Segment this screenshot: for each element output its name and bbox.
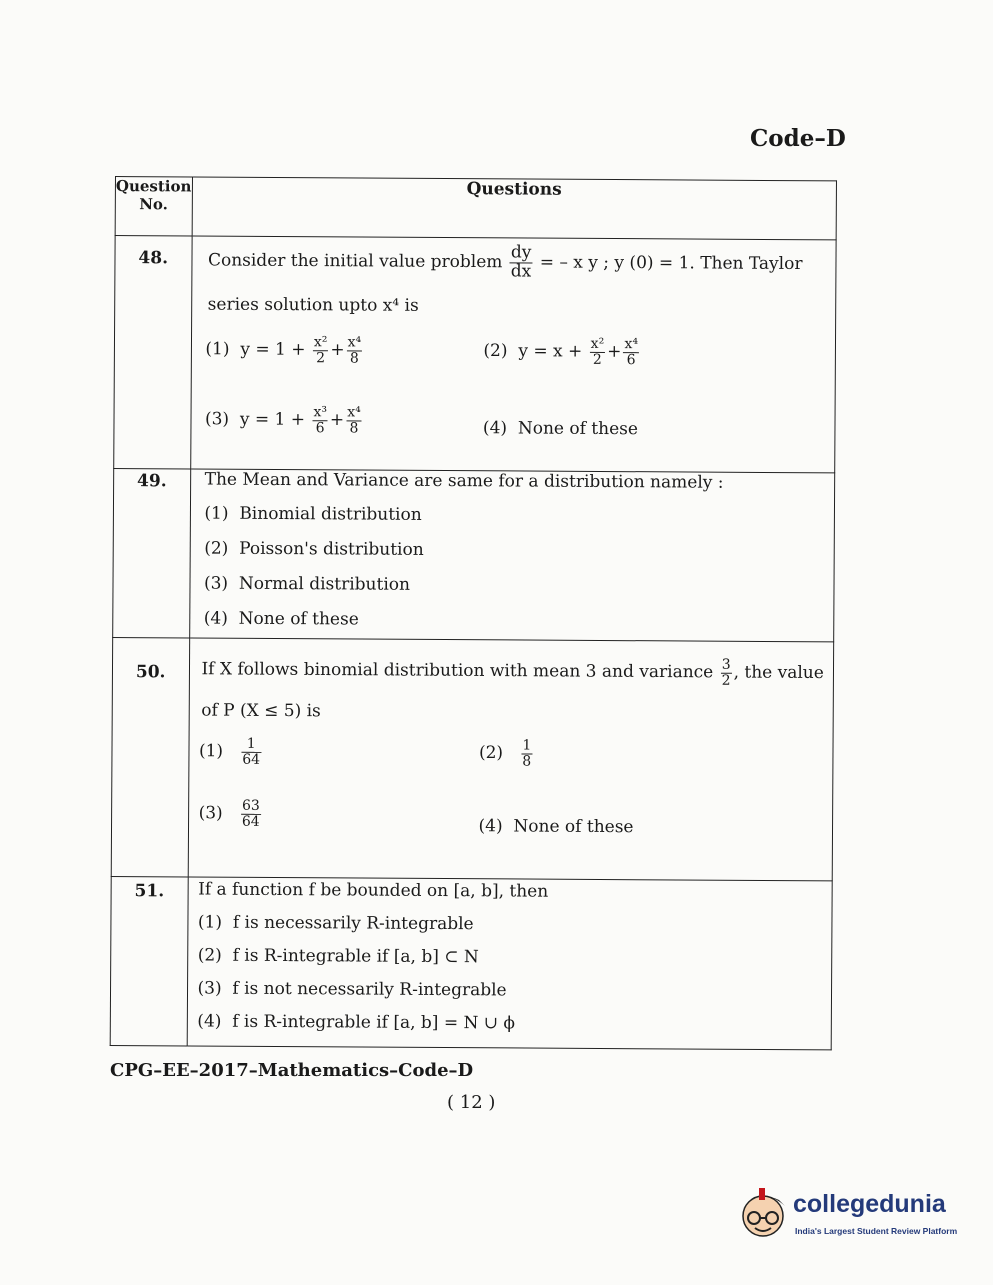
- q49-option-4: [204, 609, 359, 630]
- frac-num: x⁴: [347, 334, 362, 351]
- option-text: Binomial distribution: [239, 503, 422, 525]
- option-label: (4): [482, 418, 508, 439]
- option-label: (1): [198, 741, 224, 762]
- code-label: Code–D: [750, 125, 846, 152]
- frac-num: 1: [522, 737, 532, 754]
- question-number: 48.: [138, 248, 169, 269]
- q50-text-a: If X follows binomial distribution with mean 3 and variance: [201, 659, 714, 683]
- q50-text-c: of P (X ≤ 5) is: [201, 700, 321, 722]
- table-header-row: [115, 177, 836, 240]
- q48-option-1: (1) y = 1 + $\frac{\text{x²}}{2}$ + $\frac{\text{x⁴}}{8}$: [205, 334, 362, 367]
- option-lead: y = 1 +: [239, 409, 306, 430]
- option-label: (3): [198, 803, 223, 824]
- q51-text: If a function f be bounded on [a, b], then: [198, 879, 549, 902]
- frac-den: 6: [626, 351, 636, 368]
- option-label: (3): [203, 573, 229, 594]
- collegedunia-logo[interactable]: [735, 1178, 965, 1248]
- option-label: (1): [204, 503, 229, 524]
- question-body-49: [189, 469, 835, 642]
- frac-num: x⁴: [347, 404, 361, 421]
- q48-option-3: (3) y = 1 + $\frac{\text{x³}}{6}$ + $\frac{\text{x⁴}}{8}$: [204, 404, 361, 437]
- page-number: ( 12 ): [447, 1092, 496, 1113]
- option-text: None of these: [517, 418, 639, 440]
- q51-option-1: [198, 913, 474, 935]
- option-label: (4): [478, 816, 503, 837]
- header-questions: Questions: [192, 177, 837, 240]
- frac-num: 1: [241, 737, 261, 753]
- option-text: f is necessarily R-integrable: [232, 912, 474, 935]
- frac-num: x⁴: [624, 336, 639, 353]
- option-label: (2): [478, 742, 504, 764]
- q48-frac-num: dy: [510, 242, 532, 263]
- option-text: Normal distribution: [238, 573, 411, 595]
- option-text: f is R-integrable if [a, b] ⊂ N: [232, 945, 479, 968]
- logo-name: collegedunia: [793, 1190, 946, 1218]
- q50-option-1: [199, 737, 263, 768]
- frac-den: 8: [522, 753, 532, 770]
- option-label: (2): [483, 340, 508, 362]
- q49-option-3: [204, 574, 410, 595]
- option-label: (2): [197, 945, 222, 966]
- questions-table: [110, 176, 837, 1050]
- question-number: 51.: [134, 881, 165, 902]
- option-text: None of these: [513, 816, 634, 838]
- question-body-50: [188, 638, 834, 881]
- question-row-48: [114, 236, 836, 473]
- header-question-no: [115, 177, 192, 236]
- q49-text: The Mean and Variance are same for a distribution namely :: [204, 469, 724, 493]
- header-qno-line1: Question: [115, 177, 192, 196]
- frac-den: 6: [315, 419, 325, 436]
- frac-num: 63: [241, 797, 260, 814]
- frac-num: x³: [313, 404, 328, 421]
- frac-den: 8: [349, 350, 359, 367]
- frac-num: x²: [590, 335, 605, 352]
- q49-option-2: [204, 539, 424, 560]
- q50-frac-den: 2: [721, 672, 731, 689]
- q48-frac-den: dx: [510, 261, 532, 282]
- frac-den: 8: [349, 420, 359, 437]
- frac-num: x²: [313, 334, 328, 351]
- q50-option-3: [199, 799, 263, 830]
- option-label: (2): [204, 538, 229, 559]
- question-number: 49.: [137, 471, 167, 492]
- option-label: (4): [203, 608, 228, 629]
- frac-den: 64: [241, 813, 260, 830]
- q48-text-a: Consider the initial value problem: [207, 250, 503, 273]
- option-text: None of these: [238, 608, 359, 630]
- frac-den: 2: [316, 349, 326, 366]
- q51-option-3: [197, 979, 506, 1001]
- option-label: (3): [197, 978, 222, 999]
- question-body-51: [187, 877, 833, 1050]
- q48-option-4: [483, 418, 638, 439]
- question-row-49: [113, 468, 835, 641]
- q48-text-c: series solution upto x⁴ is: [207, 294, 419, 316]
- q50-option-4: [478, 816, 633, 837]
- option-label: (1): [197, 912, 223, 933]
- option-label: (1): [205, 339, 230, 360]
- q49-option-1: [204, 504, 421, 525]
- question-body-48: [190, 236, 836, 473]
- q51-option-4: [197, 1012, 515, 1034]
- paper-code-footer: CPG–EE–2017–Mathematics–Code–D: [110, 1060, 474, 1081]
- q50-text-b: , the value: [733, 662, 824, 684]
- option-text: f is R-integrable if [a, b] = N ∪ ϕ: [232, 1011, 516, 1034]
- option-label: (3): [204, 409, 230, 430]
- header-qno-line2: No.: [139, 195, 168, 214]
- question-row-50: [111, 637, 833, 880]
- option-label: (4): [197, 1011, 222, 1032]
- option-text: Poisson's distribution: [239, 538, 424, 560]
- q48-option-2: (2) y = x + $\frac{\text{x²}}{2}$ + $\frac{\text{x⁴}}{6}$: [483, 335, 639, 368]
- question-row-51: [110, 876, 832, 1049]
- q50-option-2: [479, 738, 534, 769]
- mascot-icon: [735, 1182, 791, 1242]
- option-lead: y = x +: [518, 341, 583, 362]
- logo-tagline: India's Largest Student Review Platform: [795, 1226, 958, 1236]
- q50-frac-num: 3: [721, 656, 731, 673]
- q48-text-b: = – x y ; y (0) = 1. Then Taylor: [539, 252, 803, 275]
- question-number: 50.: [135, 662, 166, 683]
- q51-option-2: [198, 946, 479, 968]
- frac-den: 2: [592, 351, 602, 368]
- option-lead: y = 1 +: [240, 339, 306, 360]
- option-text: f is not necessarily R-integrable: [232, 978, 507, 1001]
- frac-den: 64: [242, 751, 261, 768]
